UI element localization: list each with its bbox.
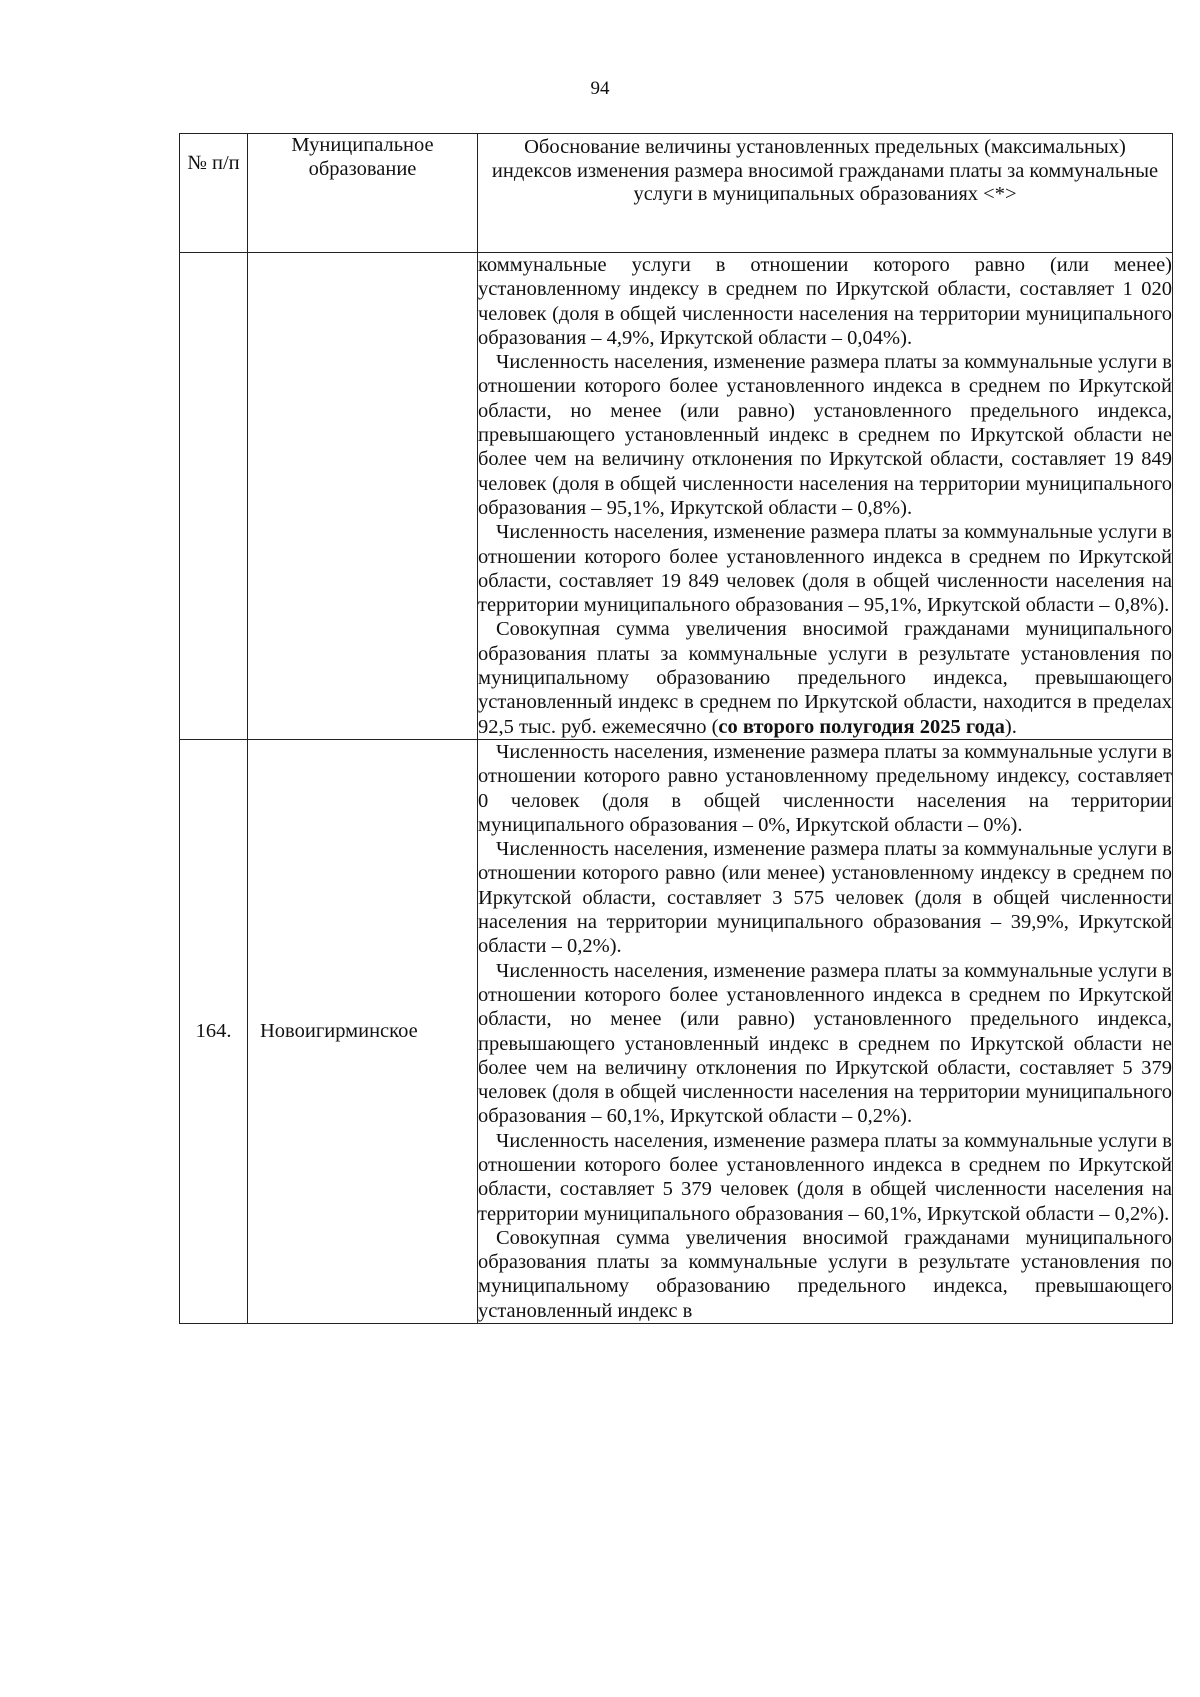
paragraph (478, 617, 1172, 738)
page-number: 94 (590, 78, 610, 99)
paragraph: Численность населения, изменение размера платы за коммунальные услуги в отношении которого более установленного индекса в среднем по Иркутской области, составляет 5 379 человек (доля в общей численности населения на территории муниципального образования – 60,1%, Иркутской области – 0,2%). (478, 1129, 1172, 1225)
paragraph-text: Совокупная сумма увеличения вносимой гражданами муниципального образования платы за коммунальные услуги в результате установления по муниципальному образованию предельного индекса, превышающего установленный индекс в среднем по Иркутской области, находится в пределах 92,5 тыс. руб. ежемесячно ( (478, 618, 1172, 738)
table-row (180, 739, 1173, 1323)
table-header-row (180, 134, 1173, 253)
paragraph: Численность населения, изменение размера платы за коммунальные услуги в отношении которого более установленного индекса в среднем по Иркутской области, но менее (или равно) установленного предельного индекса, превышающего установленный индекс в среднем по Иркутской области не более чем на величину отклонения по Иркутской области, составляет 19 849 человек (доля в общей численности населения на территории муниципального образования – 95,1%, Иркутской области – 0,8%). (478, 351, 1172, 519)
municipal-index-table (179, 133, 1173, 1324)
row-municipality-cell: Новоигирминское (248, 739, 478, 1323)
row-justification-cell (478, 739, 1173, 1323)
header-num: № п/п (180, 134, 248, 253)
paragraph: Совокупная сумма увеличения вносимой гражданами муниципального образования платы за коммунальные услуги в результате установления по муниципальному образованию предельного индекса, превышающего установленный индекс в (478, 1226, 1172, 1322)
paragraph: коммунальные услуги в отношении которого равно (или менее) установленному индексу в среднем по Иркутской области, составляет 1 020 человек (доля в общей численности населения на территории муниципального образования – 4,9%, Иркутской области – 0,04%). (478, 254, 1172, 349)
table-row (180, 253, 1173, 740)
paragraph: Численность населения, изменение размера платы за коммунальные услуги в отношении которого более установленного индекса в среднем по Иркутской области, составляет 19 849 человек (доля в общей численности населения на территории муниципального образования – 95,1%, Иркутской области – 0,8%). (478, 521, 1172, 617)
row-num-cell: 164. (180, 739, 248, 1323)
paragraph: Численность населения, изменение размера платы за коммунальные услуги в отношении которого равно (или менее) установленному индексу в среднем по Иркутской области, составляет 3 575 человек (доля в общей численности населения на территории муниципального образования – 39,9%, Иркутской области – 0,2%). (478, 838, 1172, 958)
row-num-cell (180, 253, 248, 740)
row-justification-cell (478, 253, 1173, 740)
bold-period-note: со второго полугодия 2025 года (718, 715, 1005, 738)
header-municipality: Муниципальное образование (248, 134, 478, 253)
paragraph: Численность населения, изменение размера платы за коммунальные услуги в отношении которого равно установленному предельному индексу, составляет 0 человек (доля в общей численности населения на территории муниципального образования – 0%, Иркутской области – 0%). (478, 740, 1172, 836)
paragraph: Численность населения, изменение размера платы за коммунальные услуги в отношении которого более установленного индекса в среднем по Иркутской области, но менее (или равно) установленного предельного индекса, превышающего установленный индекс в среднем по Иркутской области не более чем на величину отклонения по Иркутской области, составляет 5 379 человек (доля в общей численности населения на территории муниципального образования – 60,1%, Иркутской области – 0,2%). (478, 959, 1172, 1128)
header-justification: Обоснование величины установленных предельных (максимальных) индексов изменения размера вносимой гражданами платы за коммунальные услуги в муниципальных образованиях <*> (478, 134, 1173, 253)
row-municipality-cell (248, 253, 478, 740)
paragraph-end: ). (1004, 715, 1017, 738)
